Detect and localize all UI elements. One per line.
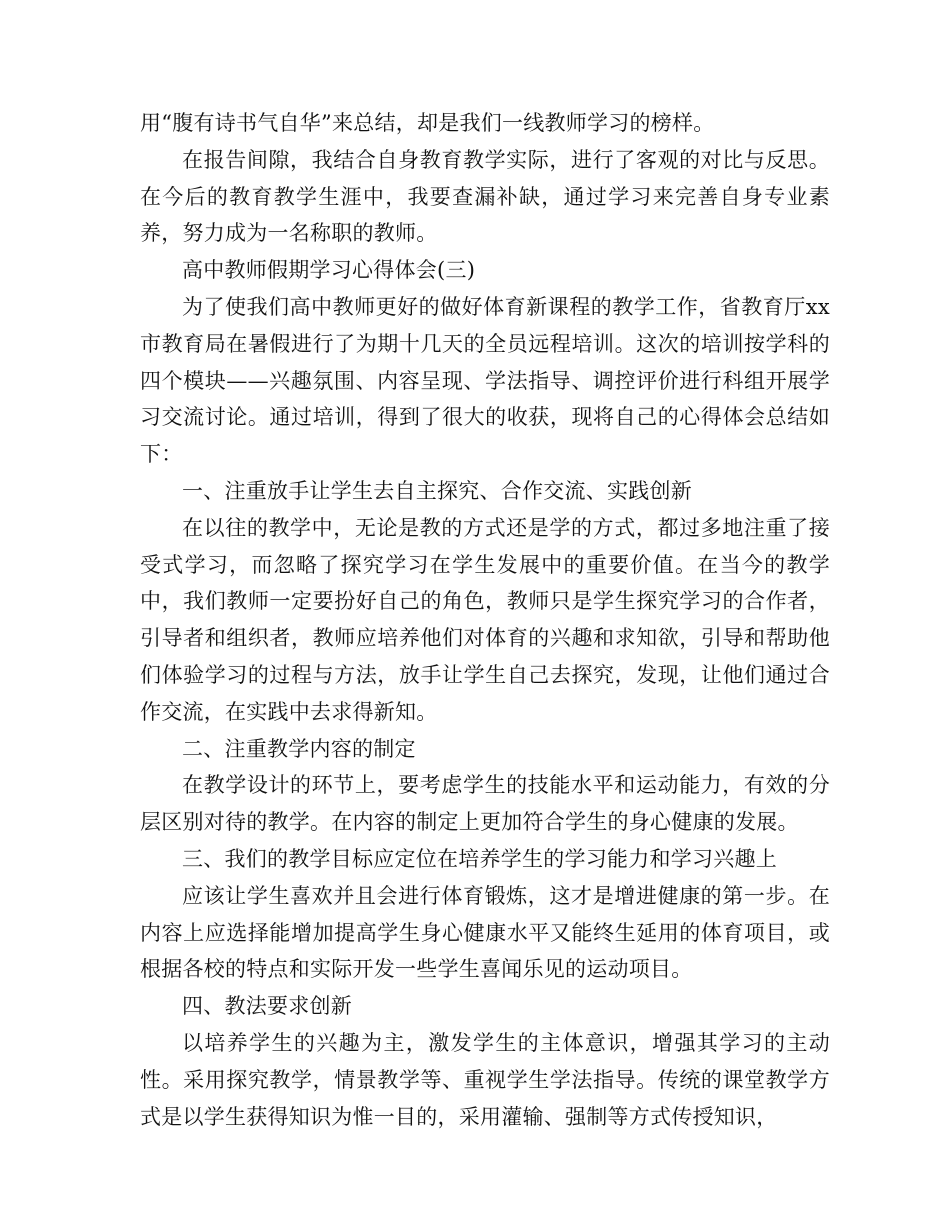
heading-point-1: 一、注重放手让学生去自主探究、合作交流、实践创新 bbox=[182, 478, 692, 503]
document-body bbox=[140, 105, 830, 1135]
paragraph-reflection: 在报告间隙，我结合自身教育教学实际，进行了客观的对比与反思。在今后的教育教学生涯中，我要查漏补缺，通过学习来完善自身专业素养，努力成为一名称职的教师。 bbox=[140, 147, 830, 246]
paragraph-intro: 为了使我们高中教师更好的做好体育新课程的教学工作，省教育厅xx市教育局在暑假进行了为期十几天的全员远程培训。这次的培训按学科的四个模块——兴趣氛围、内容呈现、学法指导、调控评价进行科组开展学习交流讨论。通过培训，得到了很大的收获，现将自己的心得体会总结如下： bbox=[140, 294, 830, 467]
paragraph-point-2: 在教学设计的环节上，要考虑学生的技能水平和运动能力，有效的分层区别对待的教学。在内容的制定上更加符合学生的身心健康的发展。 bbox=[140, 773, 830, 835]
heading-point-4: 四、教法要求创新 bbox=[182, 994, 352, 1019]
heading-point-2: 二、注重教学内容的制定 bbox=[182, 736, 416, 761]
paragraph-point-3: 应该让学生喜欢并且会进行体育锻炼，这才是增进健康的第一步。在内容上应选择能增加提高学生身心健康水平又能终生延用的体育项目，或根据各校的特点和实际开发一些学生喜闻乐见的运动项目。 bbox=[140, 883, 830, 982]
paragraph-continuation: 用“腹有诗书气自华”来总结，却是我们一线教师学习的榜样。 bbox=[140, 111, 715, 135]
paragraph-point-1: 在以往的教学中，无论是教的方式还是学的方式，都过多地注重了接受式学习，而忽略了探究学习在学生发展中的重要价值。在当今的教学中，我们教师一定要扮好自己的角色，教师只是学生探究学习的合作者，引导者和组织者，教师应培养他们对体育的兴趣和求知欲，引导和帮助他们体验学习的过程与方法，放手让学生自己去探究，发现，让他们通过合作交流，在实践中去求得新知。 bbox=[140, 515, 830, 724]
heading-point-3: 三、我们的教学目标应定位在培养学生的学习能力和学习兴趣上 bbox=[182, 846, 777, 871]
paragraph-point-4: 以培养学生的兴趣为主，激发学生的主体意识，增强其学习的主动性。采用探究教学，情景教学等、重视学生学法指导。传统的课堂教学方式是以学生获得知识为惟一目的，采用灌输、强制等方式传授知识， bbox=[140, 1030, 830, 1129]
section-title: 高中教师假期学习心得体会(三) bbox=[182, 258, 476, 283]
